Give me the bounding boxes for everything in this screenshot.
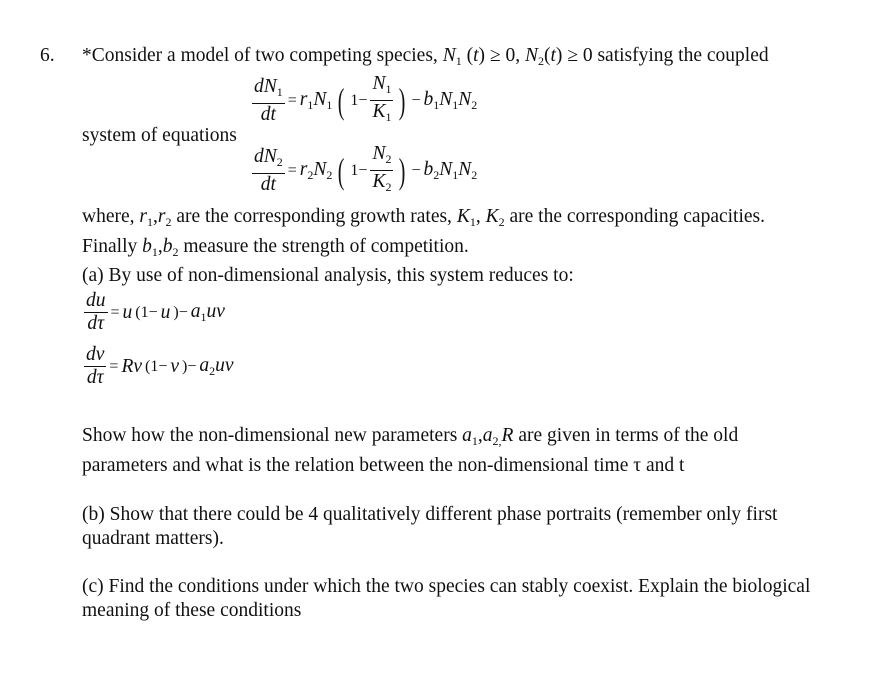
part-c-line-2-text: meaning of these conditions	[82, 600, 302, 621]
equation-1: $\frac{dN_1}{dt}$ = $r_1N_1$ ( 1− $\frac{N_1}{K_1}$ ) − $b_1N_1N_2$	[254, 73, 478, 125]
part-c-line-2	[82, 599, 301, 623]
part-c-line-1-text: (c) Find the conditions under which the two species can stably coexist. Explain the biological	[82, 576, 811, 597]
part-b-line-1-text: (b) Show that there could be 4 qualitatively different phase portraits (remember only first	[82, 504, 778, 525]
show-line-2-text: parameters and what is the relation between the non-dimensional time τ and t	[82, 455, 685, 476]
equation-2: $\frac{dN_2}{dt}$ = $r_2N_2$ ( 1− $\frac{N_2}{K_2}$ ) − $b_2N_1N_2$	[254, 143, 478, 195]
reduced-equation-1: $\frac{du}{d\tau}$ = u (1− u )− $a_1uv$	[86, 290, 225, 334]
part-a-text: (a) By use of non-dimensional analysis, this system reduces to:	[82, 265, 574, 286]
show-line-1: Show how the non-dimensional new parameters $a_1,a_{2,}R$ are given in terms of the old	[82, 425, 739, 448]
intro-line: *Consider a model of two competing species, $N_1$ (t) ≥ 0, $N_2(t) \ge 0$ satisfying the coupled	[82, 45, 769, 68]
problem-number	[40, 44, 55, 68]
system-label	[82, 124, 237, 148]
show-line-2	[82, 454, 684, 478]
problem-number-text: 6.	[40, 45, 55, 66]
part-b-line-2	[82, 527, 224, 551]
part-b-line-2-text: quadrant matters).	[82, 528, 224, 549]
part-a-line	[82, 264, 574, 288]
finally-line: Finally $b_1,b_2$ measure the strength of competition.	[82, 236, 469, 259]
system-label-text: system of equations	[82, 125, 237, 146]
reduced-equation-2: $\frac{dv}{d\tau}$ = Rv (1− v )− $a_2uv$	[86, 344, 234, 388]
part-b-line-1	[82, 503, 777, 527]
where-line: where, $r_1,r_2$ are the corresponding growth rates, $K_1$, $K_2$ are the corresponding capacities.	[82, 206, 766, 229]
part-c-line-1	[82, 575, 810, 599]
